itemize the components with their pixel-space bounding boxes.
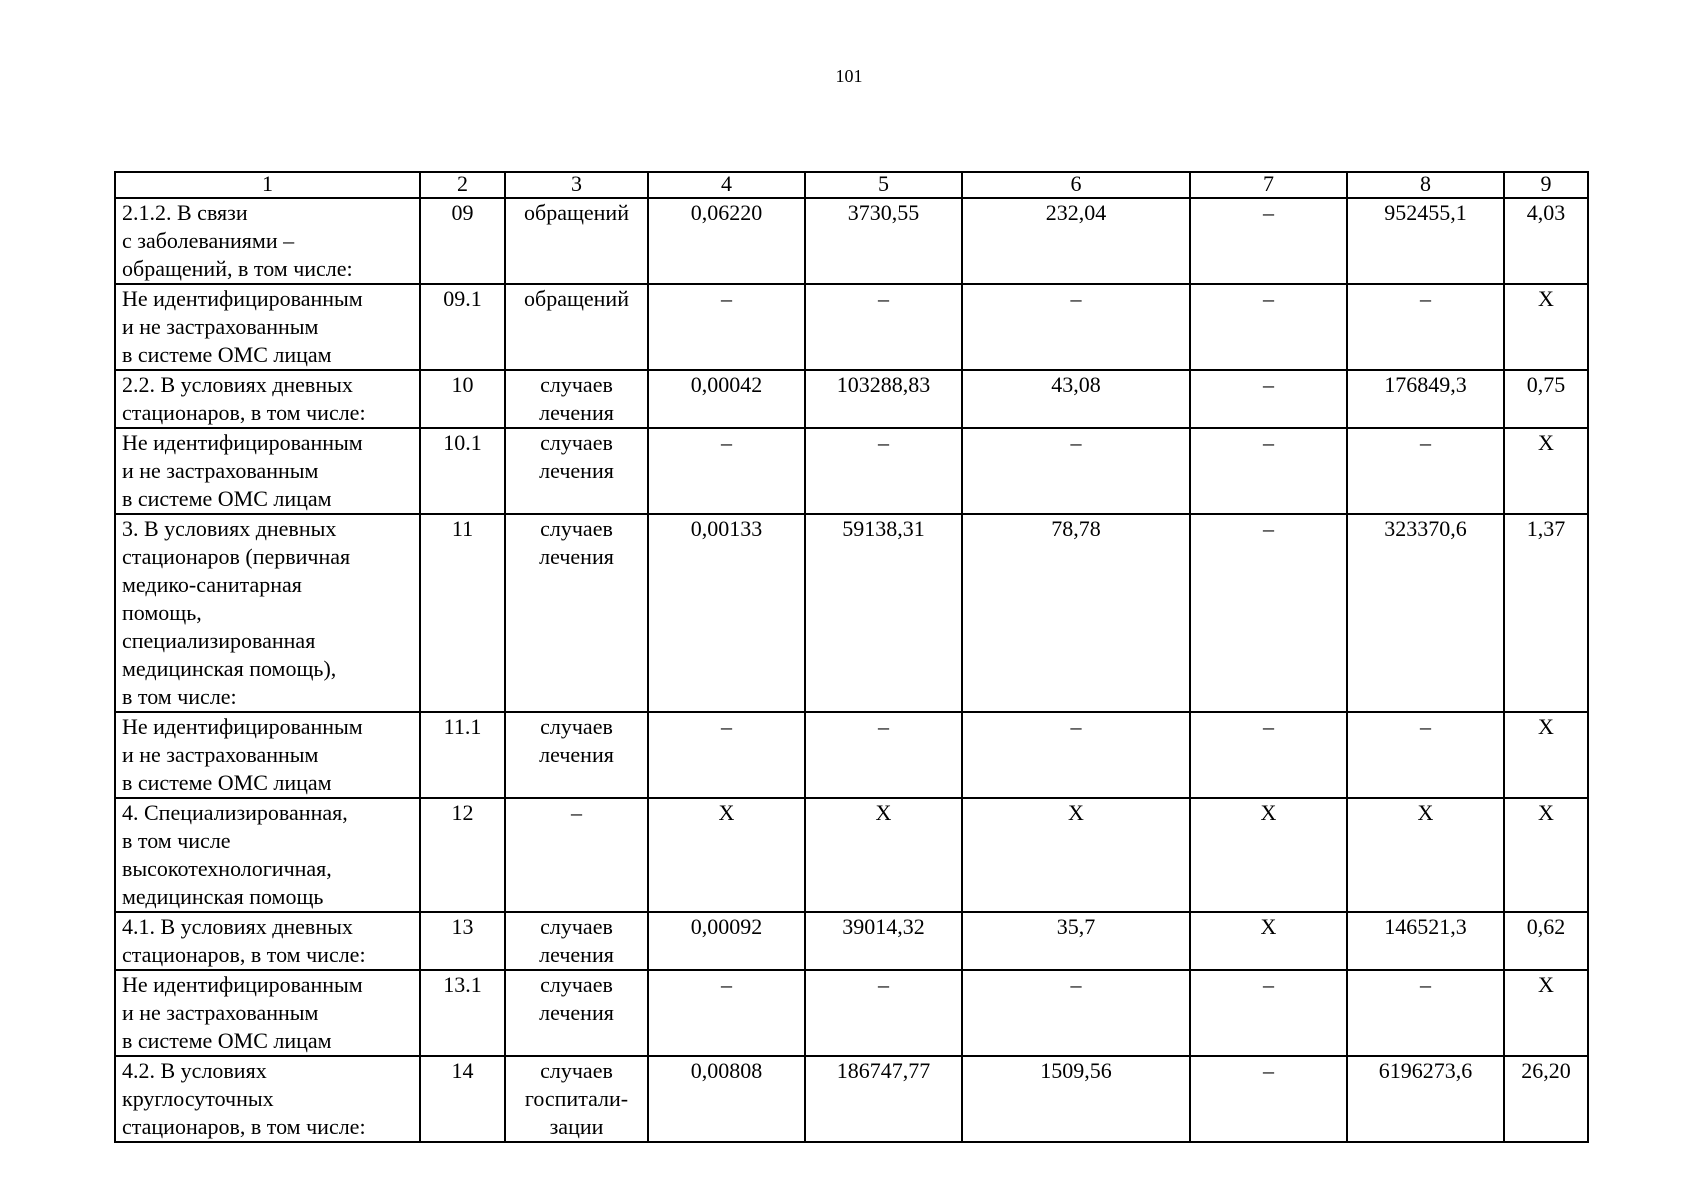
- cell-value: –: [1190, 970, 1347, 1056]
- table-row: [115, 1056, 1588, 1142]
- table-row: [115, 798, 1588, 912]
- data-table: [114, 171, 1589, 1143]
- table-row: [115, 428, 1588, 514]
- row-label: Не идентифицированным и не застрахованным в системе ОМС лицам: [115, 284, 420, 370]
- row-code: 09.1: [420, 284, 505, 370]
- table-row: [115, 712, 1588, 798]
- cell-value: 232,04: [962, 198, 1190, 284]
- row-unit: обращений: [505, 198, 648, 284]
- row-label: Не идентифицированным и не застрахованным в системе ОМС лицам: [115, 428, 420, 514]
- cell-value: 186747,77: [805, 1056, 962, 1142]
- cell-value: –: [962, 712, 1190, 798]
- table-row: [115, 514, 1588, 712]
- row-code: 14: [420, 1056, 505, 1142]
- row-code: 11: [420, 514, 505, 712]
- cell-value: –: [648, 428, 805, 514]
- cell-value: –: [1190, 198, 1347, 284]
- cell-value: –: [805, 712, 962, 798]
- cell-value: –: [805, 428, 962, 514]
- row-unit: случаев лечения: [505, 428, 648, 514]
- row-unit: случаев госпитали- зации: [505, 1056, 648, 1142]
- cell-value: X: [1504, 970, 1588, 1056]
- cell-value: X: [962, 798, 1190, 912]
- column-number: 7: [1190, 172, 1347, 198]
- cell-value: X: [805, 798, 962, 912]
- cell-value: –: [1190, 284, 1347, 370]
- cell-value: 146521,3: [1347, 912, 1504, 970]
- cell-value: 43,08: [962, 370, 1190, 428]
- row-label: 3. В условиях дневных стационаров (первичная медико-санитарная помощь, специализированная медицинская помощь), в том числе:: [115, 514, 420, 712]
- row-code: 10.1: [420, 428, 505, 514]
- table-row: [115, 370, 1588, 428]
- column-number: 8: [1347, 172, 1504, 198]
- cell-value: –: [962, 428, 1190, 514]
- cell-value: X: [648, 798, 805, 912]
- cell-value: 0,75: [1504, 370, 1588, 428]
- row-label: Не идентифицированным и не застрахованным в системе ОМС лицам: [115, 970, 420, 1056]
- cell-value: 26,20: [1504, 1056, 1588, 1142]
- table-row: [115, 284, 1588, 370]
- cell-value: –: [1347, 284, 1504, 370]
- cell-value: 0,06220: [648, 198, 805, 284]
- row-label: Не идентифицированным и не застрахованным в системе ОМС лицам: [115, 712, 420, 798]
- cell-value: –: [1190, 712, 1347, 798]
- cell-value: 323370,6: [1347, 514, 1504, 712]
- cell-value: 4,03: [1504, 198, 1588, 284]
- row-unit: –: [505, 798, 648, 912]
- row-code: 12: [420, 798, 505, 912]
- column-number: 2: [420, 172, 505, 198]
- row-label: 2.1.2. В связи с заболеваниями – обращений, в том числе:: [115, 198, 420, 284]
- cell-value: 1,37: [1504, 514, 1588, 712]
- row-code: 11.1: [420, 712, 505, 798]
- cell-value: 0,62: [1504, 912, 1588, 970]
- cell-value: –: [1190, 514, 1347, 712]
- cell-value: 0,00092: [648, 912, 805, 970]
- cell-value: X: [1347, 798, 1504, 912]
- cell-value: –: [648, 284, 805, 370]
- cell-value: 59138,31: [805, 514, 962, 712]
- column-number: 4: [648, 172, 805, 198]
- table-row: [115, 198, 1588, 284]
- column-number: 9: [1504, 172, 1588, 198]
- cell-value: 35,7: [962, 912, 1190, 970]
- cell-value: –: [1347, 428, 1504, 514]
- cell-value: X: [1504, 798, 1588, 912]
- row-code: 10: [420, 370, 505, 428]
- cell-value: 952455,1: [1347, 198, 1504, 284]
- page-number: 101: [835, 66, 863, 86]
- column-number-row: [115, 172, 1588, 198]
- cell-value: –: [1190, 428, 1347, 514]
- column-number: 5: [805, 172, 962, 198]
- row-code: 09: [420, 198, 505, 284]
- cell-value: 1509,56: [962, 1056, 1190, 1142]
- cell-value: –: [805, 284, 962, 370]
- cell-value: 176849,3: [1347, 370, 1504, 428]
- cell-value: –: [962, 284, 1190, 370]
- cell-value: 3730,55: [805, 198, 962, 284]
- cell-value: –: [1347, 970, 1504, 1056]
- column-number: 6: [962, 172, 1190, 198]
- table-row: [115, 970, 1588, 1056]
- row-code: 13.1: [420, 970, 505, 1056]
- cell-value: –: [1190, 1056, 1347, 1142]
- row-unit: случаев лечения: [505, 912, 648, 970]
- cell-value: –: [962, 970, 1190, 1056]
- row-label: 4.1. В условиях дневных стационаров, в том числе:: [115, 912, 420, 970]
- column-number: 3: [505, 172, 648, 198]
- cell-value: 6196273,6: [1347, 1056, 1504, 1142]
- table-body: [115, 198, 1588, 1142]
- row-label: 4. Специализированная, в том числе высокотехнологичная, медицинская помощь: [115, 798, 420, 912]
- row-code: 13: [420, 912, 505, 970]
- table-row: [115, 912, 1588, 970]
- cell-value: X: [1190, 912, 1347, 970]
- row-label: 4.2. В условиях круглосуточных стационаров, в том числе:: [115, 1056, 420, 1142]
- row-label: 2.2. В условиях дневных стационаров, в том числе:: [115, 370, 420, 428]
- cell-value: X: [1190, 798, 1347, 912]
- cell-value: X: [1504, 284, 1588, 370]
- row-unit: случаев лечения: [505, 712, 648, 798]
- cell-value: 103288,83: [805, 370, 962, 428]
- row-unit: случаев лечения: [505, 370, 648, 428]
- cell-value: X: [1504, 712, 1588, 798]
- cell-value: 0,00042: [648, 370, 805, 428]
- cell-value: 0,00133: [648, 514, 805, 712]
- row-unit: случаев лечения: [505, 970, 648, 1056]
- column-number: 1: [115, 172, 420, 198]
- cell-value: 39014,32: [805, 912, 962, 970]
- cell-value: –: [805, 970, 962, 1056]
- cell-value: 0,00808: [648, 1056, 805, 1142]
- row-unit: случаев лечения: [505, 514, 648, 712]
- cell-value: –: [1347, 712, 1504, 798]
- cell-value: X: [1504, 428, 1588, 514]
- cell-value: 78,78: [962, 514, 1190, 712]
- cell-value: –: [648, 970, 805, 1056]
- cell-value: –: [648, 712, 805, 798]
- cell-value: –: [1190, 370, 1347, 428]
- row-unit: обращений: [505, 284, 648, 370]
